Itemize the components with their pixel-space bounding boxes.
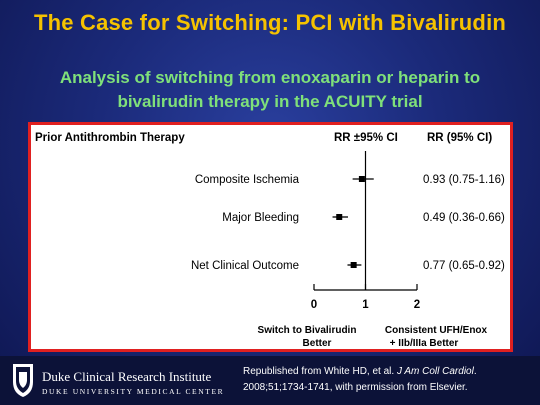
x-tick-label: 0 — [310, 299, 318, 311]
citation-journal: J Am Coll Cardiol — [396, 366, 474, 377]
header-plot-label: RR ±95% CI — [334, 132, 398, 144]
header-values-label: RR (95% CI) — [427, 132, 493, 144]
row-value: 0.49 (0.36-0.66) — [423, 212, 505, 224]
institute-subtitle: DUKE UNIVERSITY MEDICAL CENTER — [42, 387, 225, 396]
row-label: Composite Ischemia — [194, 174, 299, 186]
citation-text — [243, 364, 533, 396]
header-group-label: Prior Antithrombin Therapy — [35, 132, 185, 144]
row-label: Net Clinical Outcome — [190, 260, 299, 272]
point-estimate — [336, 214, 342, 220]
row-value: 0.77 (0.65-0.92) — [423, 260, 505, 272]
duke-logo-icon — [10, 362, 36, 398]
row-label: Major Bleeding — [222, 212, 299, 224]
row-value: 0.93 (0.75-1.16) — [423, 174, 505, 186]
subtitle-line-1: Analysis of switching from enoxaparin or heparin to — [59, 68, 481, 87]
x-tick-label: 2 — [413, 299, 421, 311]
forest-rows — [191, 174, 505, 272]
forest-plot-frame — [28, 122, 513, 352]
subtitle-line-2: bivalirudin therapy in the ACUITY trial — [117, 92, 423, 111]
citation-line-2: 2008;51;1734-1741, with permission from Elsevier. — [243, 382, 468, 393]
axis-right-label-line2: + IIb/IIIa Better — [389, 338, 459, 349]
axis-left-label-line1: Switch to Bivalirudin — [257, 325, 357, 336]
footer-bar — [0, 356, 540, 405]
axis-right-label-line1: Consistent UFH/Enox — [384, 325, 488, 336]
point-estimate — [359, 176, 365, 182]
slide-title: The Case for Switching: PCI with Bivalirudin — [33, 10, 507, 35]
x-tick-label: 1 — [362, 299, 369, 311]
slide-subtitle — [0, 66, 540, 114]
point-estimate — [351, 262, 357, 268]
citation-suffix: . — [473, 366, 477, 377]
institute-name: Duke Clinical Research Institute — [42, 369, 212, 384]
x-axis-ticks — [311, 284, 420, 311]
axis-left-label-line2: Better — [302, 338, 332, 349]
forest-plot — [31, 125, 510, 349]
citation-prefix: Republished from White HD, et al. — [243, 366, 397, 377]
